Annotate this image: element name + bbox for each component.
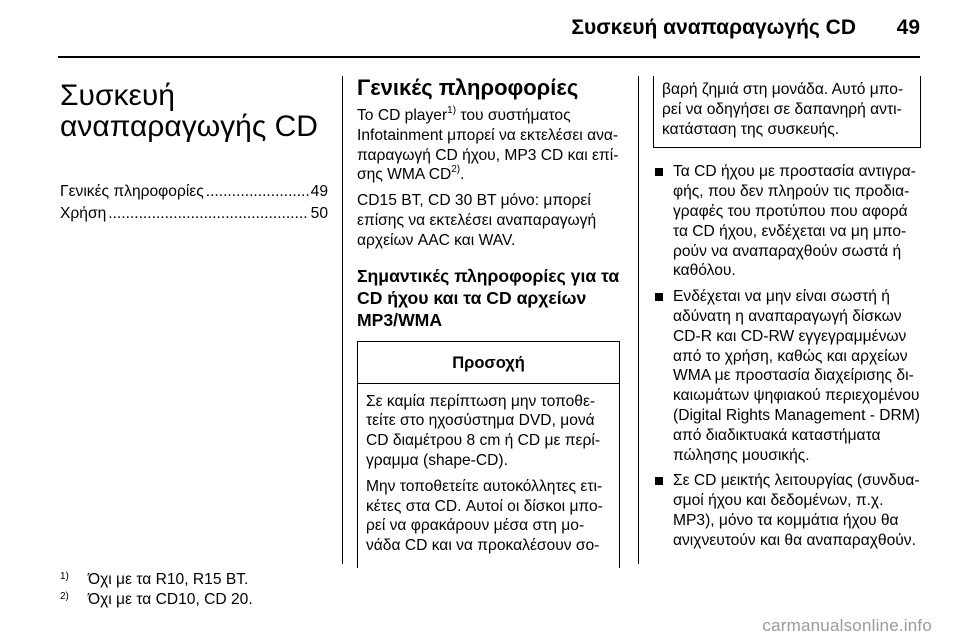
toc-leader bbox=[108, 204, 308, 224]
bullet-square-icon bbox=[655, 293, 663, 301]
left-column bbox=[60, 76, 328, 226]
footnote-mark: 2) bbox=[60, 590, 69, 602]
subsection-heading: Σημαντικές πληροφορίες για τα CD ήχου και τα CD αρχείων MP3/WMA bbox=[357, 265, 620, 330]
list-item-text: Τα CD ήχου με προστασία αντιγραφής, που δεν πληρούν τις προδιαγραφές του προτύπου που αφορά τα CD ήχου, ενδέχεται να μη μπορούν να αναπαραχθούν σωστά ή καθόλου. bbox=[673, 163, 916, 280]
caution-paragraph-2: Μην τοποθετείτε αυτοκόλλητες ετικέτες στα CD. Αυτοί οι δίσκοι μπορεί να φρακάρουν μέσα στη μονάδα CD και να προκαλέσουν σο- bbox=[366, 477, 603, 555]
list-item-text: Σε CD μεικτής λειτουργίας (συνδυασμοί ήχου και δεδομένων, π.χ. MP3), μόνο τα κομμάτια ήχου θα ανιχνευτούν και θα αναπαραχθούν. bbox=[673, 472, 920, 549]
caution-continued-text: βαρή ζημιά στη μονάδα. Αυτό μπορεί να οδηγήσει σε δαπανηρή αντικατάσταση της συσκευής. bbox=[662, 81, 904, 138]
page-number: 49 bbox=[896, 16, 920, 39]
header-rule bbox=[58, 56, 920, 58]
bullet-square-icon bbox=[655, 477, 663, 485]
list-item-text: Ενδέχεται να μην είναι σωστή ή αδύνατη η αναπαραγωγή δίσκων CD-R και CD-RW εγγεγραμμένων από το χρήση, καθώς και αρχείων WMA με προστασία διαχείρισης δικαιωμάτων ψηφιακού περιεχομένου (Digital Rights Management - DRM) από διαδικτυακά καταστήματα πώλησης μουσικής. bbox=[673, 288, 920, 464]
right-column bbox=[653, 76, 925, 557]
toc-page: 49 bbox=[310, 183, 328, 200]
caution-body bbox=[358, 384, 619, 568]
chapter-title-line1: Συσκευή bbox=[60, 79, 175, 112]
middle-column bbox=[357, 76, 622, 568]
page-header bbox=[0, 0, 960, 60]
caution-box-continued bbox=[653, 76, 921, 148]
text-run: του συστήματος Infotainment μπορεί να εκτελέσει αναπαραγωγή CD ήχου, MP3 CD και επίσης WMA CD bbox=[357, 107, 619, 184]
caution-paragraph-1: Σε καμία περίπτωση μην τοποθετείτε στο ηχοσύστημα DVD, μονά CD διαμέτρου 8 cm ή CD με περίγραμμα (shape-CD). bbox=[366, 392, 601, 469]
footnote-ref-2: 2) bbox=[451, 164, 461, 176]
intro-paragraph bbox=[357, 106, 622, 185]
footnote-1 bbox=[60, 570, 340, 590]
table-of-contents bbox=[60, 182, 328, 226]
footnote-text: Όχι με τα R10, R15 BT. bbox=[88, 571, 249, 588]
caution-title: Προσοχή bbox=[358, 342, 619, 384]
list-item bbox=[653, 471, 925, 550]
toc-page: 50 bbox=[310, 205, 328, 222]
toc-entry-general-info[interactable] bbox=[60, 182, 328, 204]
section-heading: Γενικές πληροφορίες bbox=[357, 75, 579, 100]
footnote-text: Όχι με τα CD10, CD 20. bbox=[88, 590, 253, 608]
footnote-ref-1: 1) bbox=[447, 104, 457, 116]
toc-entry-usage[interactable] bbox=[60, 204, 328, 226]
text-run: . bbox=[460, 166, 465, 184]
list-item bbox=[653, 287, 925, 465]
bt-models-paragraph: CD15 BT, CD 30 BT μόνο: μπορεί επίσης να εκτελέσει αναπαραγωγή αρχείων AAC και WAV. bbox=[357, 192, 597, 249]
toc-label: Χρήση bbox=[60, 205, 107, 222]
footnote-2 bbox=[60, 590, 340, 610]
toc-label: Γενικές πληροφορίες bbox=[60, 183, 204, 200]
watermark: carmanualsonline.info bbox=[762, 616, 932, 635]
bullet-square-icon bbox=[655, 168, 663, 176]
running-title: Συσκευή αναπαραγωγής CD bbox=[571, 16, 856, 39]
caution-box bbox=[357, 341, 620, 568]
list-item bbox=[653, 162, 925, 281]
toc-leader bbox=[206, 182, 309, 202]
footnotes bbox=[60, 570, 340, 609]
column-divider-2 bbox=[638, 76, 639, 564]
bullet-list bbox=[653, 162, 925, 550]
chapter-title bbox=[60, 80, 328, 142]
footnote-mark: 1) bbox=[60, 571, 69, 582]
text-run: Το CD player bbox=[357, 107, 448, 124]
chapter-title-line2: αναπαραγωγής CD bbox=[60, 110, 318, 143]
column-divider-1 bbox=[342, 76, 343, 564]
